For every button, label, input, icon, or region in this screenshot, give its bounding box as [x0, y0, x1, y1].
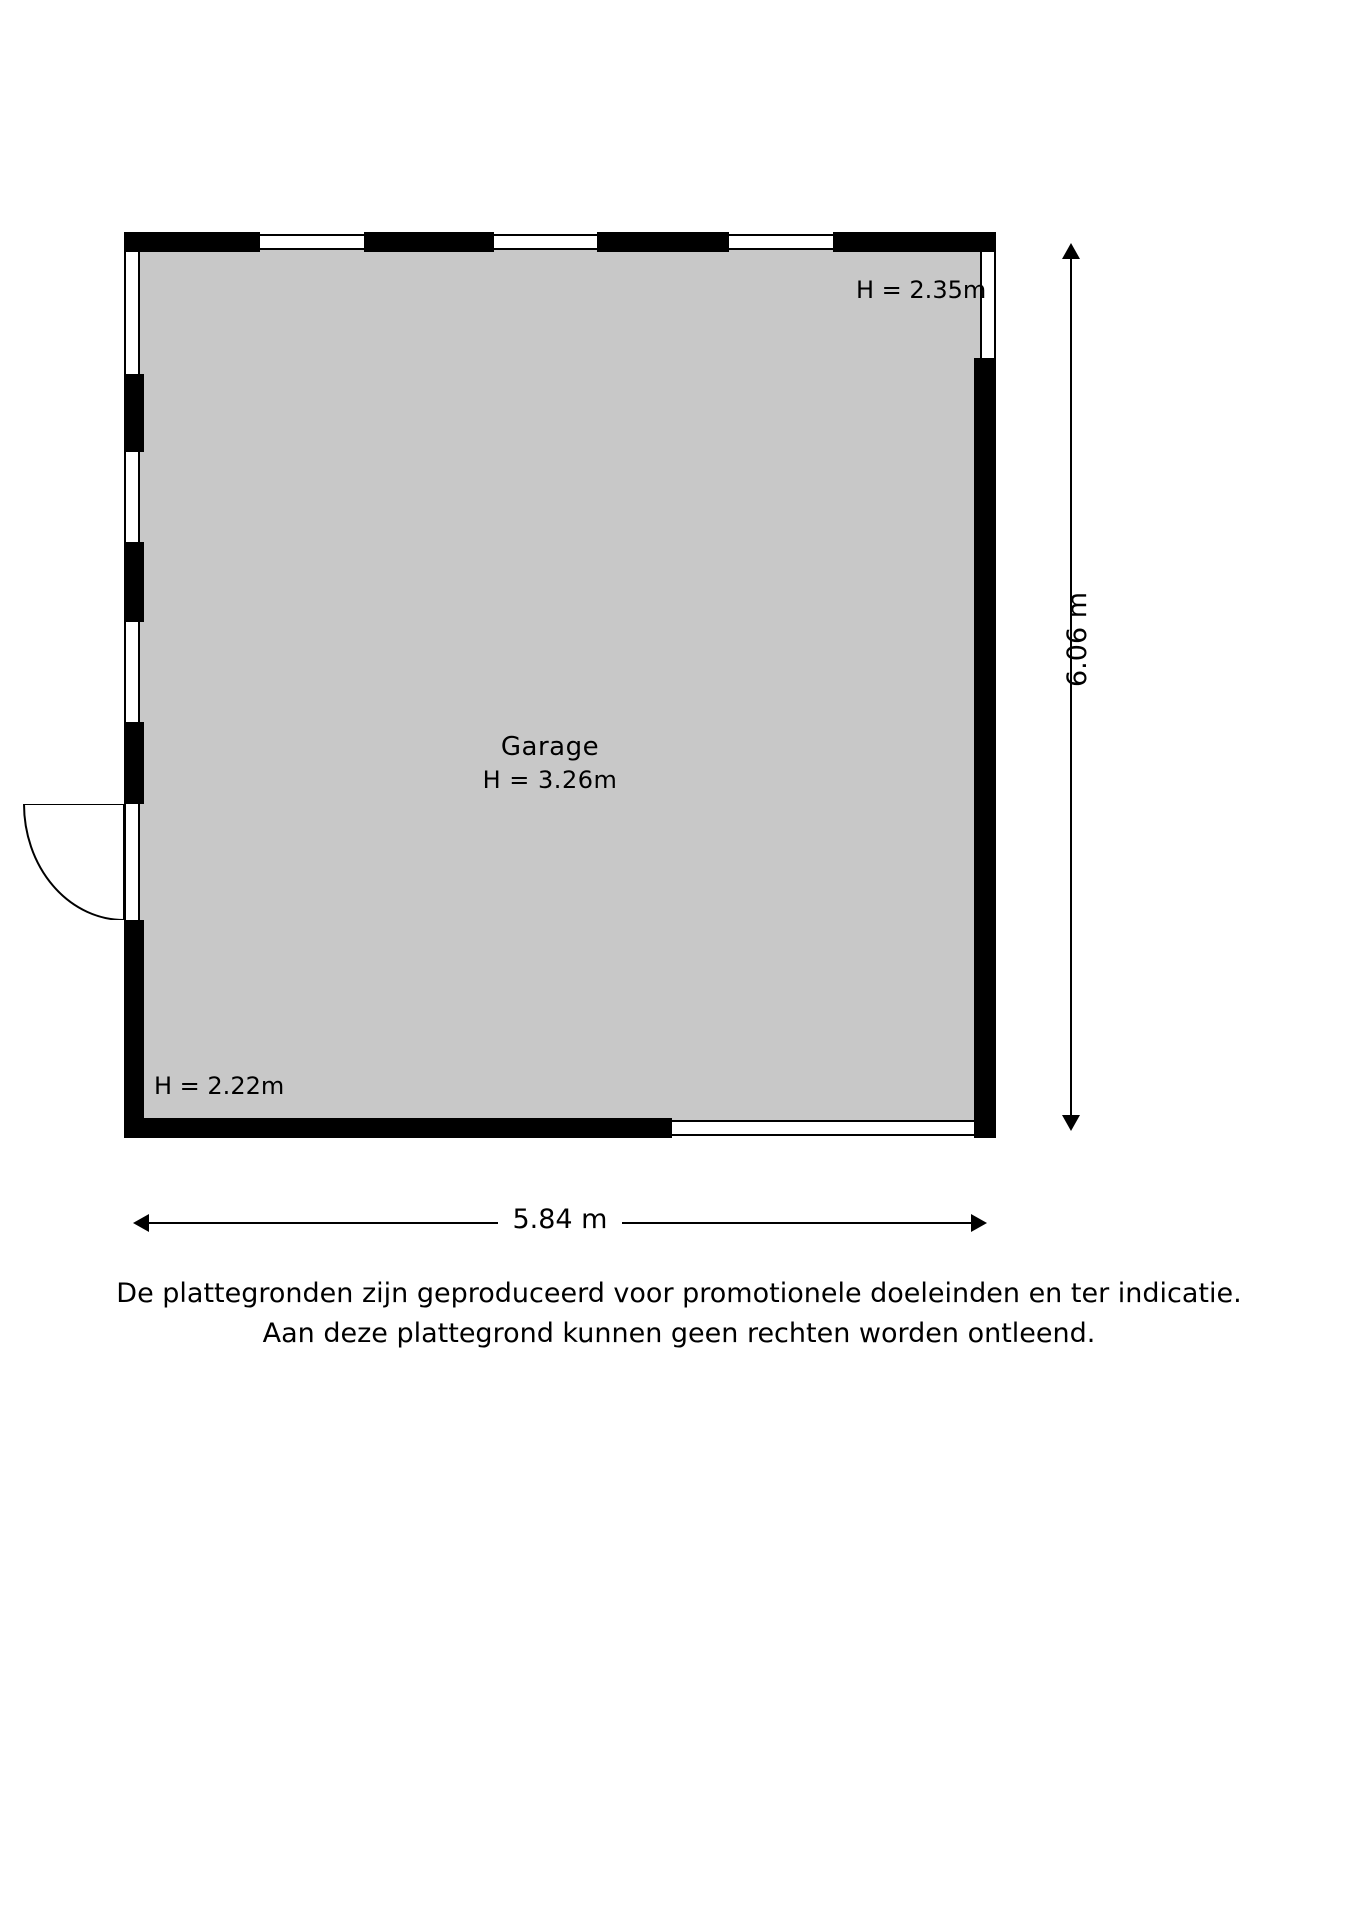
wall-top-segment-3	[597, 232, 729, 252]
window-bottom-1	[672, 1120, 974, 1136]
wall-left-segment-2	[124, 542, 144, 622]
wall-top-segment-4	[833, 232, 996, 252]
wall-left-segment-4	[124, 920, 144, 1138]
wall-right-segment-1	[974, 358, 996, 1122]
window-top-3	[729, 234, 833, 250]
room-label-garage	[400, 732, 700, 794]
height-tag-bottom-left-label: H = 2.22m	[154, 1072, 285, 1100]
disclaimer-line-1: De plattegronden zijn geproduceerd voor promotionele doeleinden en ter indicatie.	[116, 1278, 1242, 1309]
dimension-label-horizontal-text: 5.84 m	[498, 1204, 621, 1235]
dimension-line-vertical	[1070, 258, 1072, 1116]
window-top-2	[494, 234, 597, 250]
window-left-3	[124, 622, 140, 722]
wall-left-segment-3	[124, 722, 144, 804]
disclaimer	[0, 1274, 1358, 1354]
arrow-up-icon	[1062, 243, 1080, 259]
dimension-label-vertical: 6.06 m	[1062, 591, 1093, 687]
wall-bottom-segment-1	[124, 1118, 672, 1138]
window-left-2	[124, 452, 140, 542]
height-tag-top-right	[856, 276, 986, 304]
wall-bottom-segment-2	[974, 1118, 996, 1138]
room-name: Garage	[500, 732, 600, 762]
disclaimer-line-2: Aan deze plattegrond kunnen geen rechten worden ontleend.	[262, 1318, 1096, 1349]
window-top-1	[260, 234, 364, 250]
wall-top-segment-2	[364, 232, 494, 252]
floor-area	[140, 250, 980, 1122]
window-right-1	[980, 252, 996, 358]
garage-plan	[124, 232, 996, 1138]
door-swing-arc	[20, 804, 132, 920]
height-tag-top-right-label: H = 2.35m	[856, 276, 987, 304]
room-height: H = 3.26m	[482, 766, 618, 794]
arrow-down-icon	[1062, 1115, 1080, 1131]
wall-left-segment-1	[124, 374, 144, 452]
dimension-label-horizontal	[0, 1204, 1120, 1235]
window-left-1	[124, 252, 140, 374]
wall-top-segment-1	[124, 232, 260, 252]
height-tag-bottom-left	[154, 1072, 284, 1100]
